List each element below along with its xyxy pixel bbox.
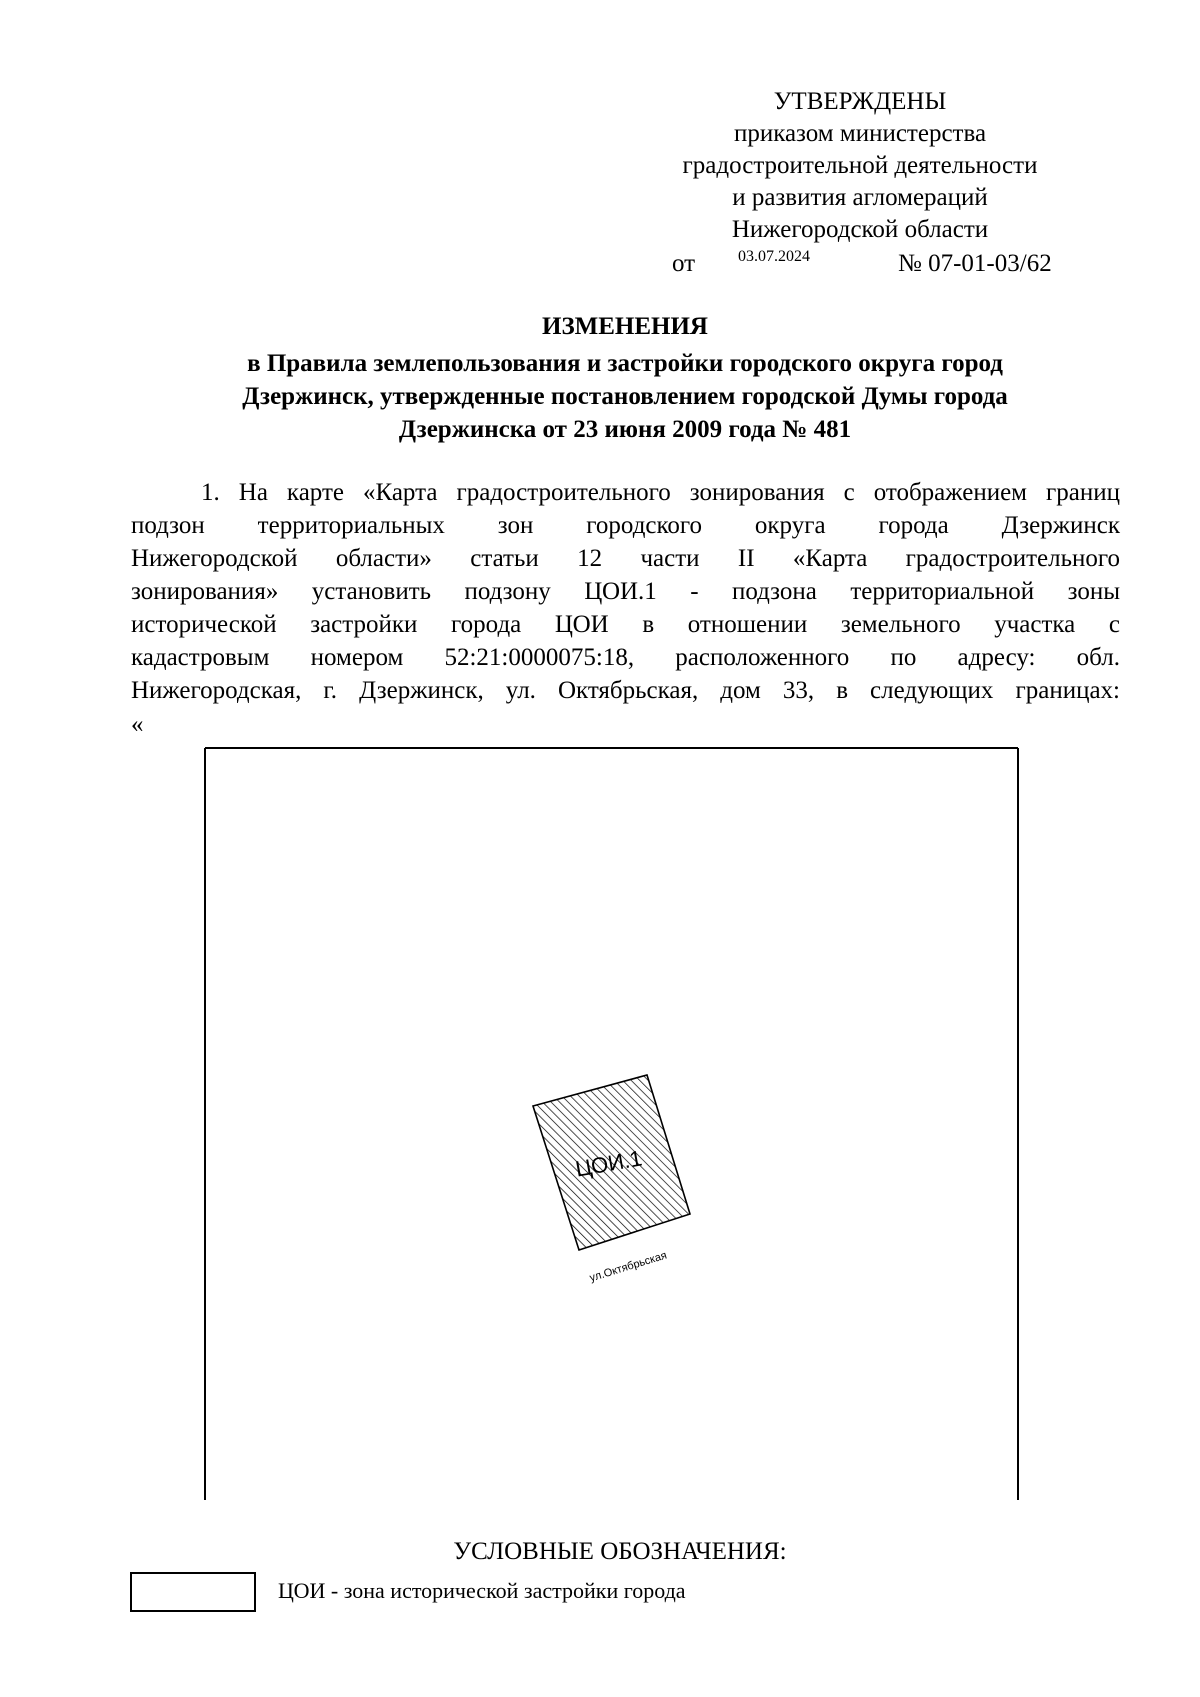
approval-title: УТВЕРЖДЕНЫ (773, 88, 947, 115)
paragraph-line: Нижегородской области» статьи 12 части II «Карта градостроительного (131, 545, 1120, 572)
opening-quote: « (131, 711, 144, 738)
legend-title: УСЛОВНЫЕ ОБОЗНАЧЕНИЯ: (453, 1538, 787, 1565)
paragraph-line: зонирования» установить подзону ЦОИ.1 - подзона территориальной зоны (131, 578, 1120, 605)
document-title: ИЗМЕНЕНИЯ (542, 313, 708, 340)
street-label: ул.Октябрьская (588, 1249, 669, 1285)
zone-label: ЦОИ.1 (573, 1145, 644, 1182)
approval-line-1: приказом министерства (733, 120, 987, 147)
document-subtitle-line-3: Дзержинска от 23 июня 2009 года № 481 (398, 416, 852, 443)
order-ot-label: от (672, 250, 696, 277)
legend-item-coi: ЦОИ - зона исторической застройки города (278, 1578, 686, 1603)
document-subtitle-line-1: в Правила землепользования и застройки городского округа город (247, 350, 1003, 377)
paragraph-line: подзон территориальных зон городского округа города Дзержинск (131, 512, 1120, 539)
approval-line-3: и развития агломераций (732, 184, 988, 211)
paragraph-line: 1. На карте «Карта градостроительного зонирования с отображением границ (201, 479, 1120, 506)
order-number: № 07-01-03/62 (898, 250, 1052, 277)
paragraph-line: Нижегородская, г. Дзержинск, ул. Октябрьская, дом 33, в следующих границах: (131, 677, 1120, 704)
approval-line-4: Нижегородской области (731, 216, 989, 243)
approval-line-2: градостроительной деятельности (682, 152, 1038, 179)
legend-swatch-coi (130, 1572, 256, 1612)
document-subtitle-line-2: Дзержинск, утвержденные постановлением городской Думы города (242, 383, 1008, 410)
paragraph-line: кадастровым номером 52:21:0000075:18, расположенного по адресу: обл. (131, 644, 1120, 671)
paragraph-line: исторической застройки города ЦОИ в отношении земельного участка с (131, 611, 1120, 638)
order-date: 03.07.2024 (738, 248, 810, 265)
